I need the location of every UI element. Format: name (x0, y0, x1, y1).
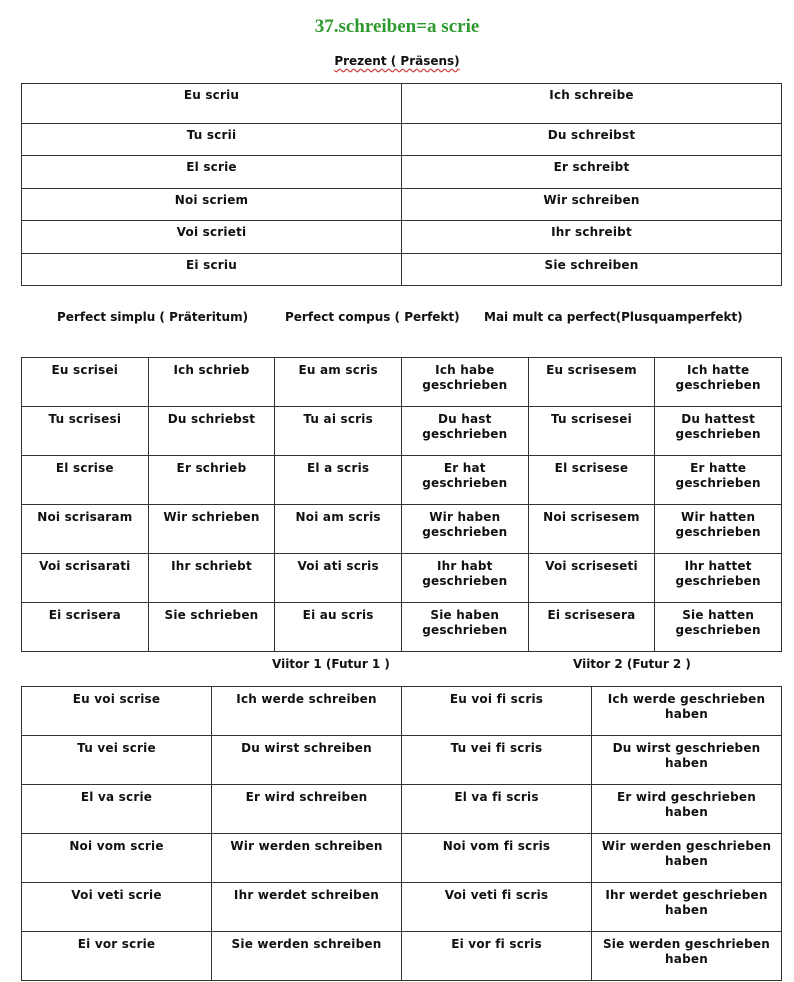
table-cell: Tu scrii (22, 124, 402, 156)
table-cell: Ich habe geschrieben (401, 358, 528, 407)
table-cell: Wir werden geschrieben haben (592, 834, 782, 883)
table-cell: Voi veti fi scris (402, 883, 592, 932)
table-cell: Sie hatten geschrieben (655, 603, 782, 652)
futur2-heading: Viitor 2 (Futur 2 ) (573, 657, 691, 671)
table-cell: Voi veti scrie (22, 883, 212, 932)
table-row (22, 358, 782, 407)
table-cell: Ei au scris (275, 603, 402, 652)
table-cell: Wir schreiben (402, 189, 782, 221)
table-cell: El scrise (22, 456, 149, 505)
table-row (22, 221, 782, 254)
table-row (22, 785, 782, 834)
table-row (22, 84, 782, 124)
table-cell: Wir haben geschrieben (401, 505, 528, 554)
future-table (21, 686, 782, 981)
page-title: 37.schreiben=a scrie (314, 16, 480, 37)
table-row (22, 505, 782, 554)
futur1-heading: Viitor 1 (Futur 1 ) (272, 657, 390, 671)
table-row (22, 687, 782, 736)
table-cell: El scrie (22, 156, 402, 189)
table-cell: Ei vor fi scris (402, 932, 592, 981)
table-cell: Eu scriu (22, 84, 402, 124)
table-cell: Ihr schriebt (148, 554, 275, 603)
table-cell: Noi scrisaram (22, 505, 149, 554)
table-cell: Ei scriu (22, 254, 402, 286)
table-cell: Ei scrisesera (528, 603, 655, 652)
present-table (21, 83, 782, 286)
table-cell: Tu vei fi scris (402, 736, 592, 785)
present-heading (0, 54, 794, 68)
table-cell: Tu ai scris (275, 407, 402, 456)
table-cell: Er schrieb (148, 456, 275, 505)
table-cell: Sie haben geschrieben (401, 603, 528, 652)
table-cell: Tu scrisesi (22, 407, 149, 456)
table-cell: El va fi scris (402, 785, 592, 834)
table-cell: Ich werde schreiben (212, 687, 402, 736)
table-cell: Tu vei scrie (22, 736, 212, 785)
table-cell: Ihr werdet schreiben (212, 883, 402, 932)
table-row (22, 603, 782, 652)
table-cell: Ei vor scrie (22, 932, 212, 981)
table-cell: Du wirst schreiben (212, 736, 402, 785)
table-cell: Du hattest geschrieben (655, 407, 782, 456)
table-cell: Sie werden geschrieben haben (592, 932, 782, 981)
past-table (21, 357, 782, 652)
table-row (22, 189, 782, 221)
table-cell: Du schreibst (402, 124, 782, 156)
table-cell: Noi scriem (22, 189, 402, 221)
table-cell: Eu am scris (275, 358, 402, 407)
table-row (22, 554, 782, 603)
table-cell: Er hatte geschrieben (655, 456, 782, 505)
table-cell: Ihr schreibt (402, 221, 782, 254)
table-cell: Voi scrieti (22, 221, 402, 254)
table-cell: Eu voi fi scris (402, 687, 592, 736)
table-cell: Sie schrieben (148, 603, 275, 652)
table-cell: Er wird schreiben (212, 785, 402, 834)
table-row (22, 932, 782, 981)
table-cell: Ich schreibe (402, 84, 782, 124)
table-cell: Wir schrieben (148, 505, 275, 554)
table-cell: Ihr habt geschrieben (401, 554, 528, 603)
table-cell: Voi scriseseti (528, 554, 655, 603)
table-cell: Wir hatten geschrieben (655, 505, 782, 554)
table-cell: Er schreibt (402, 156, 782, 189)
table-cell: Ich werde geschrieben haben (592, 687, 782, 736)
table-cell: Er wird geschrieben haben (592, 785, 782, 834)
table-cell: El va scrie (22, 785, 212, 834)
table-cell: Noi vom scrie (22, 834, 212, 883)
table-cell: Noi scrisesem (528, 505, 655, 554)
table-cell: Ich schrieb (148, 358, 275, 407)
table-cell: Du hast geschrieben (401, 407, 528, 456)
table-cell: Ich hatte geschrieben (655, 358, 782, 407)
table-cell: Ihr hattet geschrieben (655, 554, 782, 603)
table-cell: Voi scrisarati (22, 554, 149, 603)
present-heading-text: Prezent ( Präsens) (334, 54, 460, 68)
praeteritum-heading: Perfect simplu ( Präteritum) (57, 310, 249, 324)
table-cell: Du schriebst (148, 407, 275, 456)
table-cell: Voi ati scris (275, 554, 402, 603)
table-row (22, 156, 782, 189)
table-cell: Er hat geschrieben (401, 456, 528, 505)
table-cell: Ei scrisera (22, 603, 149, 652)
table-cell: El a scris (275, 456, 402, 505)
table-cell: Tu scrisesei (528, 407, 655, 456)
table-cell: Du wirst geschrieben haben (592, 736, 782, 785)
plusquamperfekt-heading: Mai mult ca perfect(Plusquamperfekt) (484, 310, 743, 324)
table-cell: Noi am scris (275, 505, 402, 554)
present-table-body (22, 84, 782, 286)
table-cell: Sie werden schreiben (212, 932, 402, 981)
future-table-body (22, 687, 782, 981)
past-table-body (22, 358, 782, 652)
table-cell: Ihr werdet geschrieben haben (592, 883, 782, 932)
table-cell: Eu voi scrise (22, 687, 212, 736)
table-row (22, 124, 782, 156)
table-cell: Eu scrisei (22, 358, 149, 407)
table-row (22, 834, 782, 883)
table-cell: Eu scrisesem (528, 358, 655, 407)
table-row (22, 736, 782, 785)
table-row (22, 456, 782, 505)
table-cell: El scrisese (528, 456, 655, 505)
table-row (22, 254, 782, 286)
table-row (22, 407, 782, 456)
table-cell: Noi vom fi scris (402, 834, 592, 883)
table-row (22, 883, 782, 932)
table-cell: Sie schreiben (402, 254, 782, 286)
perfekt-heading: Perfect compus ( Perfekt) (285, 310, 460, 324)
table-cell: Wir werden schreiben (212, 834, 402, 883)
